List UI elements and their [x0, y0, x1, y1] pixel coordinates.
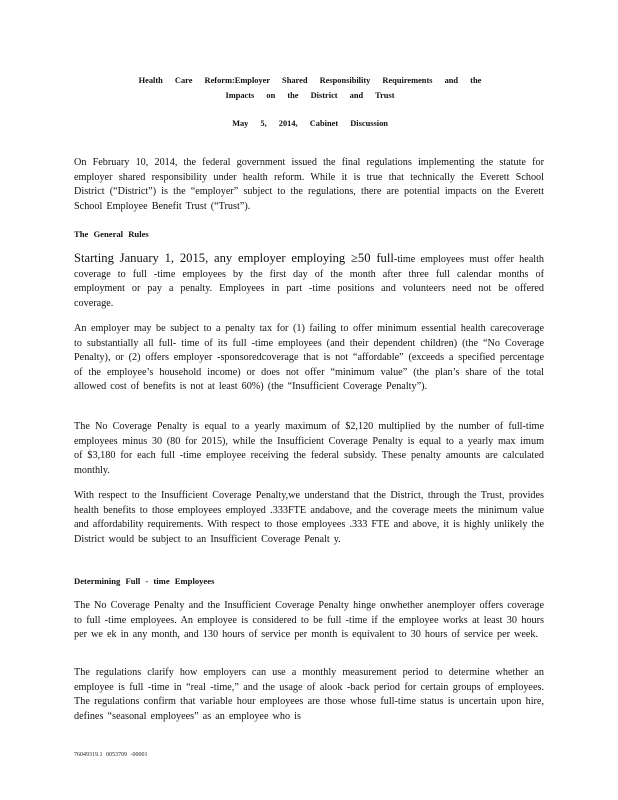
- general-rules-paragraph-2: An employer may be subject to a penalty tax for (1) failing to offer minimum essential health carecoverage to substantially all full- time of its full -time employees (and their dependent children) (the “No Coverage Penalty), or (2) offers employer -sponsoredcoverage that is not “affordable” (exceeds a specified percentage of the employee’s household income) or does not offer “minimum value” (the plan’s share of the total allowed cost of benefits is not at least 60%) (the “Insufficient Coverage Penalty”).: [74, 323, 544, 392]
- section-heading-general-rules: The General Rules: [74, 229, 149, 239]
- general-rules-paragraph-4: With respect to the Insufficient Coverage Penalty,we understand that the District, through the Trust, provides health benefits to those employees employed .333FTE andabove, and the coverage meets the minimum value and affordability requirements. With respect to those employees .333 FTE and above, it is highly unlikely the District would be subject to an Insufficient Coverage Penalt y.: [74, 490, 544, 545]
- document-date-line: May 5, 2014, Cabinet Discussion: [232, 119, 388, 128]
- document-title-line-2: Impacts on the District and Trust: [225, 91, 395, 100]
- document-title-line-1: Health Care Reform:Employer Shared Responsibility Requirements and the: [138, 76, 482, 85]
- section-heading-determining-full-time: Determining Full - time Employees: [74, 576, 215, 586]
- general-rules-paragraph-1: [74, 251, 544, 311]
- full-time-paragraph-2: The regulations clarify how employers can use a monthly measurement period to determine whether an employee is full -time in “real -time,” and the usage of alook -back period for certain groups of employees. The regulations confirm that variable hour employees are those whose full-time status is uncertain upon hire, defines “seasonal employees” as an employee who is: [74, 667, 544, 722]
- intro-paragraph: On February 10, 2014, the federal government issued the final regulations implementing the statute for employer shared responsibility under health reform. While it is true that technically the Everett School District (“District”) is the “employer” subject to the regulations, there are potential impacts on the Everett School Employee Benefit Trust (“Trust”).: [74, 157, 544, 212]
- full-time-paragraph-1: The No Coverage Penalty and the Insufficient Coverage Penalty hinge onwhether anemployer offers coverage to full -time employees. An employee is considered to be full -time if the employee works at least 30 hours per we ek in any month, and 130 hours of service per month is equivalent to 30 hours of service per week.: [74, 600, 544, 640]
- general-rules-paragraph-3: The No Coverage Penalty is equal to a yearly maximum of $2,120 multiplied by the number of full-time employees minus 30 (80 for 2015), while the Insufficient Coverage Penalty is equal to a yearly max imum of $3,180 for each full -time employee receiving the federal subsidy. These penalty amounts are calculated monthly.: [74, 421, 544, 476]
- paragraph-body-text: -time employees must offer health coverage to full -time employees by the first day of the month after three full calendar months of employment or pay a penalty. Employees in part -time positions and volunteers need not be offered coverage.: [74, 254, 544, 309]
- document-footer-id: 76049319.1 0053709 -00001: [74, 752, 148, 758]
- paragraph-lead-text: Starting January 1, 2015, any employer employing ≥50 full: [74, 251, 394, 265]
